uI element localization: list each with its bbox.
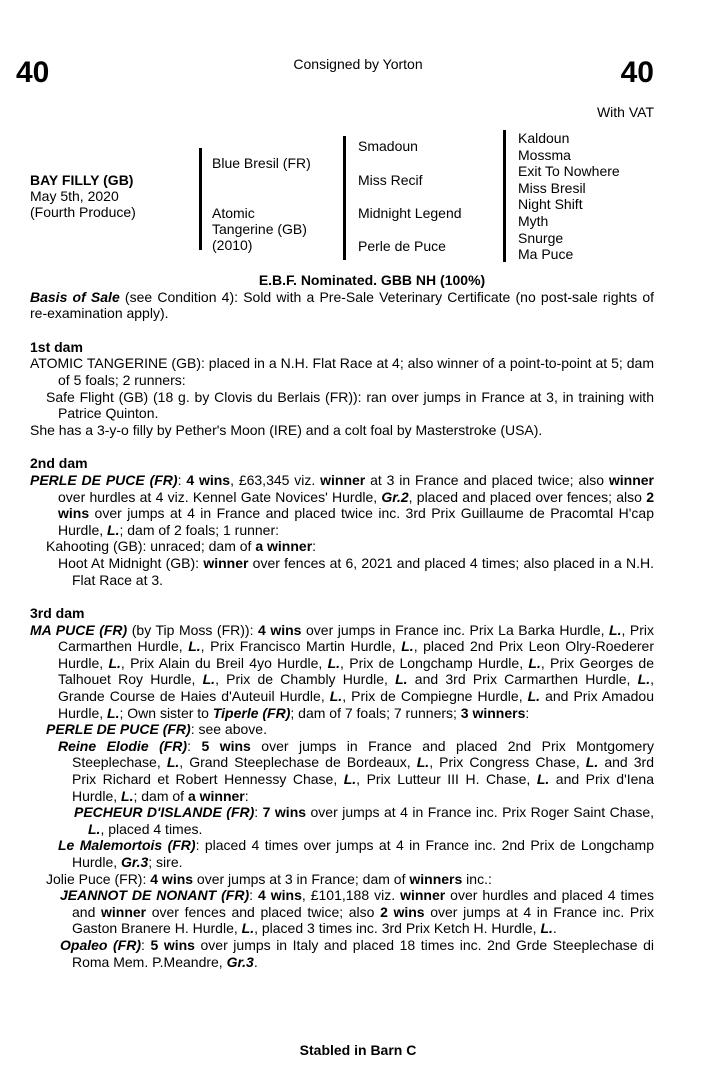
txt: : — [249, 887, 258, 904]
txt: Opaleo (FR) — [60, 936, 142, 953]
horse-produce: (Fourth Produce) — [30, 204, 136, 220]
txt: ; dam of — [133, 787, 188, 804]
txt: : — [177, 471, 187, 488]
txt: Gr.3 — [226, 953, 254, 970]
grandsire-2: Midnight Legend — [358, 205, 462, 221]
txt: , £63,345 viz. — [230, 471, 321, 488]
granddam-2: Perle de Puce — [358, 238, 446, 254]
txt: , Prix Congress Chase, — [429, 754, 586, 771]
txt: L. — [395, 671, 408, 688]
txt: . — [253, 953, 258, 970]
first-dam-note: She has a 3-y-o filly by Pether's Moon (IRE) and a colt foal by Masterstroke (USA). — [30, 421, 543, 438]
txt: winner — [400, 887, 446, 904]
stabling-footer: Stabled in Barn C — [299, 1042, 417, 1058]
txt: 5 wins — [150, 936, 195, 953]
gg-6: Myth — [518, 212, 549, 229]
txt: a winner — [255, 538, 313, 555]
pedigree-bracket-1 — [199, 148, 202, 250]
txt: winner — [100, 903, 147, 920]
granddam-1: Miss Recif — [358, 172, 423, 188]
txt: L. — [329, 688, 343, 705]
txt: winner — [203, 554, 249, 571]
txt: over jumps in France inc. Prix La Barka Hurdle, — [301, 621, 610, 638]
catalogue-body — [30, 272, 654, 970]
txt: : — [187, 737, 202, 754]
txt: L. — [327, 654, 341, 671]
horse-title: BAY FILLY (GB) — [30, 172, 134, 188]
txt: Hoot At Midnight (GB): — [58, 554, 204, 571]
txt: 4 wins — [186, 471, 231, 488]
third-dam-heading: 3rd dam — [30, 605, 85, 622]
txt: L. — [88, 820, 101, 837]
txt: L. — [166, 754, 180, 771]
txt: 5 wins — [201, 737, 251, 754]
txt: and Prix Amadou Hurdle, — [58, 688, 654, 721]
second-dam-line — [30, 472, 654, 538]
lot-number-right: 40 — [620, 56, 654, 89]
txt: , Prix de Chambly Hurdle, — [215, 671, 396, 688]
txt: , Grand Steeplechase de Bordeaux, — [179, 754, 417, 771]
malemortois-line — [30, 837, 654, 870]
txt: : — [141, 936, 151, 953]
txt: 2 wins — [380, 903, 425, 920]
vat-note: With VAT — [596, 104, 654, 120]
txt: (by Tip Moss (FR)): — [127, 621, 259, 638]
txt: ; dam of 7 foals; 7 runners; — [290, 704, 461, 721]
txt: L. — [585, 754, 599, 771]
txt: L. — [241, 920, 255, 937]
txt: JEANNOT DE NONANT (FR) — [60, 887, 250, 904]
txt: , placed 3 times inc. 3rd Prix Ketch H. Hurdle, — [254, 920, 541, 937]
pedigree-sire: Blue Bresil (FR) — [212, 155, 311, 171]
txt: , Prix Lutteur III H. Chase, — [356, 771, 537, 788]
jeannot-line — [30, 887, 654, 937]
horse-info — [30, 172, 136, 220]
txt: 3 winners — [460, 704, 526, 721]
txt: over jumps in France and placed 2nd Prix Montgomery Steeplechase, — [72, 737, 654, 771]
txt: 4 wins — [258, 621, 302, 638]
txt: over jumps at 4 in France and placed twice inc. 3rd Prix Guillaume de Pracomtal H'cap Hurdle, — [58, 505, 654, 538]
txt: L. — [528, 654, 541, 671]
gg-1: Kaldoun — [518, 130, 570, 146]
txt: over jumps at 4 in France inc. Prix Gaston Branere H. Hurdle, — [72, 903, 654, 937]
lot-number-left: 40 — [16, 56, 50, 89]
txt: and 3rd Prix Richard et Robert Hennessy Chase, — [72, 754, 655, 788]
txt: , Prix de Longchamp Hurdle, — [340, 654, 529, 671]
txt: a winner — [187, 787, 245, 804]
txt: , Prix Francisco Martin Hurdle, — [200, 638, 402, 655]
consignor: Consigned by Yorton — [293, 56, 423, 72]
dam-line-3: (2010) — [212, 237, 253, 253]
pecheur-line — [30, 804, 654, 837]
gg-4: Miss Bresil — [518, 179, 586, 196]
txt: Gr.2 — [381, 488, 409, 505]
pedigree-dam — [212, 205, 307, 253]
perle-line — [30, 721, 654, 738]
txt: ; Own sister to — [119, 704, 213, 721]
txt: ; sire. — [148, 854, 183, 870]
txt: L. — [527, 688, 541, 705]
txt: , Grande Course de Haies d'Auteuil Hurdle, — [58, 671, 654, 705]
second-dam-name: PERLE DE PUCE (FR) — [30, 471, 178, 488]
txt: Jolie Puce (FR): — [46, 870, 151, 887]
txt: L. — [637, 671, 651, 688]
txt: L. — [609, 621, 622, 638]
txt: 4 wins — [150, 870, 194, 887]
txt: L. — [202, 671, 216, 688]
txt: and Prix d'Iena Hurdle, — [72, 771, 654, 804]
txt: over fences and placed twice; also — [146, 903, 381, 920]
txt: Tiperle (FR) — [212, 704, 291, 721]
txt: over hurdles at 4 viz. Kennel Gate Novices' Hurdle, — [58, 488, 382, 505]
txt: inc.: — [462, 870, 492, 887]
txt: , Prix Carmarthen Hurdle, — [58, 621, 655, 655]
txt: at 3 in France and placed twice; also — [365, 471, 609, 488]
pedigree-bracket-3 — [503, 130, 506, 262]
txt: , placed 2nd Prix Leon Olry-Roederer Hurdle, — [58, 638, 654, 671]
txt: : — [244, 787, 249, 804]
txt: over fences at 6, 2021 and placed 4 times; also placed in a N.H. Flat Race at 3. — [72, 554, 654, 588]
txt: winner — [608, 471, 655, 488]
txt: : — [254, 804, 263, 821]
txt: Le Malemortois (FR) — [58, 837, 196, 854]
txt: L. — [108, 654, 121, 671]
txt: , Prix de Compiegne Hurdle, — [342, 688, 528, 705]
txt: : placed 4 times over jumps at 4 in France inc. 2nd Prix de Longchamp Hurdle, — [72, 837, 654, 870]
txt: over hurdles and placed 4 times and — [72, 887, 654, 920]
txt: ; dam of 2 foals; 1 runner: — [119, 521, 280, 538]
txt: 7 wins — [262, 804, 307, 821]
txt: L. — [188, 638, 201, 655]
hoot-line — [30, 555, 654, 588]
txt: , placed 4 times. — [100, 820, 203, 837]
third-dam-line — [30, 622, 654, 722]
txt: 4 wins — [257, 887, 302, 904]
txt: Kahooting (GB): unraced; dam of — [46, 538, 256, 555]
txt: winners — [409, 870, 463, 887]
gg-8: Ma Puce — [518, 246, 574, 263]
txt: L. — [536, 771, 550, 788]
nomination-line: E.B.F. Nominated. GBB NH (100%) — [258, 272, 486, 288]
txt: , placed and placed over fences; also — [408, 488, 647, 505]
basis-of-sale — [30, 289, 654, 322]
grandsire-1: Smadoun — [358, 138, 418, 154]
gg-2: Mossma — [518, 146, 571, 163]
dam-line-1: Atomic — [212, 205, 255, 221]
txt: over jumps at 4 in France inc. Prix Roger Saint Chase, — [306, 804, 655, 821]
first-dam-heading: 1st dam — [30, 338, 83, 355]
txt: and 3rd Prix Carmarthen Hurdle, — [407, 671, 638, 688]
first-dam-produce: Safe Flight (GB) (18 g. by Clovis du Berlais (FR)): ran over jumps in France at 3, in training with Patrice Quinton. — [46, 388, 654, 422]
txt: L. — [416, 754, 430, 771]
txt: L. — [107, 521, 120, 538]
txt: PERLE DE PUCE (FR) — [46, 721, 191, 738]
txt: Gr.3 — [121, 854, 149, 870]
txt: over jumps at 3 in France; dam of — [193, 870, 410, 887]
reine-line — [30, 738, 654, 804]
txt: : — [312, 538, 317, 555]
txt: L. — [107, 704, 120, 721]
txt: Reine Elodie (FR) — [58, 737, 188, 754]
txt: , £101,188 viz. — [301, 887, 401, 904]
opaleo-line — [30, 937, 654, 970]
txt: L. — [343, 771, 357, 788]
txt: PECHEUR D'ISLANDE (FR) — [74, 804, 255, 821]
pedigree-bracket-2 — [343, 136, 346, 260]
txt: , Prix Georges de Talhouet Roy Hurdle, — [58, 654, 654, 688]
second-dam-heading: 2nd dam — [30, 455, 88, 472]
txt: : — [525, 704, 530, 721]
gg-5: Night Shift — [518, 196, 583, 213]
jolie-line — [30, 871, 654, 888]
txt: , Prix Alain du Breil 4yo Hurdle, — [120, 654, 328, 671]
txt: . — [552, 920, 557, 937]
txt: winner — [320, 471, 366, 488]
first-dam-line: ATOMIC TANGERINE (GB): placed in a N.H. Flat Race at 4; also winner of a point-to-point at 5; dam of 5 foals; 2 runners: — [30, 355, 654, 388]
great-grandparents — [518, 130, 620, 263]
third-dam-name: MA PUCE (FR) — [30, 621, 128, 638]
dam-line-2: Tangerine (GB) — [212, 221, 307, 237]
basis-label: Basis of Sale — [30, 288, 120, 305]
horse-dob: May 5th, 2020 — [30, 188, 119, 204]
txt: 2 wins — [58, 488, 654, 522]
kahooting-line — [30, 538, 654, 555]
txt: : see above. — [190, 721, 267, 738]
basis-text: (see Condition 4): Sold with a Pre-Sale Veterinary Certificate (no post-sale rights of re-examination apply). — [30, 288, 655, 322]
txt: L. — [401, 638, 414, 655]
gg-7: Snurge — [518, 229, 564, 246]
txt: over jumps in Italy and placed 18 times inc. 2nd Grde Steeplechase di Roma Mem. P.Meandre, — [72, 936, 655, 970]
txt: L. — [121, 787, 134, 804]
txt: L. — [540, 920, 553, 937]
gg-3: Exit To Nowhere — [518, 163, 620, 180]
